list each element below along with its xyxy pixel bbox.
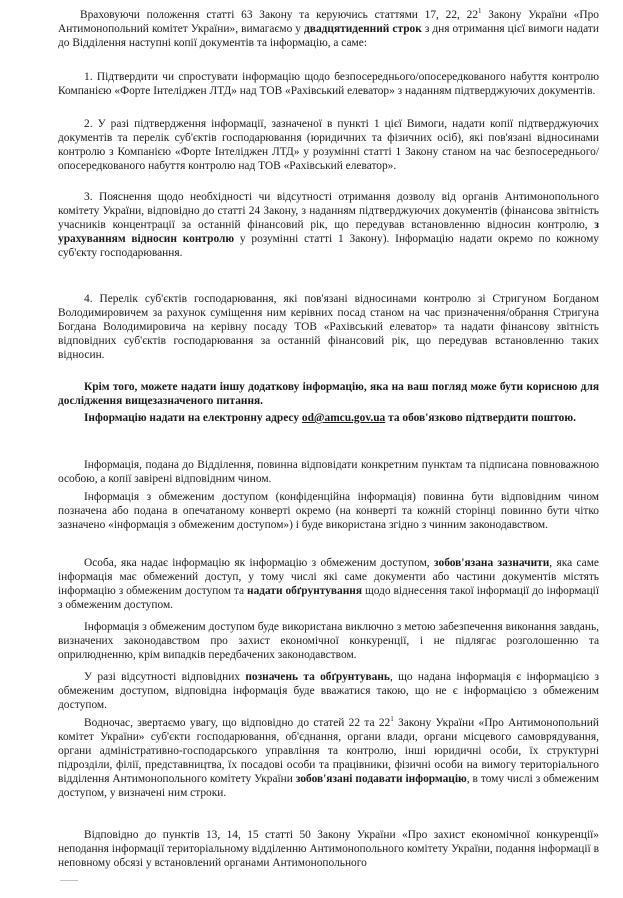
item-4: 4. Перелік суб'єктів господарювання, які пов'язані відносинами контролю зі Стригуном Богданом Володимировичем за рахунок суміщення ним керівних посад станом на час призначення/обрання Стригуна Богдана Володимировича на керівну посаду ТОВ «Рахівський елеватор» та надати фінансову звітність відповідних суб'єктів господарювання за останній фінансовий рік, що передував встановленню таких відносин. xyxy=(58,293,599,362)
item-2: 2. У разі підтвердження інформації, зазначеної в пункті 1 цієї Вимоги, надати копії підтверджуючих документів та перелік суб'єктів господарювання (юридичних та фізичних осіб), які пов'язані відносинами контролю з Компанією «Форте Інтеліджен ЛТД» у розумінні статті 1 Закону станом на час безпосереднього/опосередкованого набуття контролю над ТОВ «Рахівський елеватор». xyxy=(58,118,599,173)
limited-access-paragraph: Інформація з обмеженим доступом (конфіденційна інформація) повинна бути відповідним чином позначена або подана в опечатаному конверті окремо (на конверті та кожній сторінці повинно бути чітко зазначено «інформація з обмеженим доступом») і буде використана згідно з чинним законодавством. xyxy=(58,491,599,532)
item-3: 3. Пояснення щодо необхідності чи відсутності отримання дозволу від органів Антимонопольного комітету України, відповідно до статті 24 Закону, з наданням підтверджуючих документів (фінансова звітність учасників концентрації за останній фінансовий рік, що передував встановленню відносин контролю, з урахуванням відносин контролю у розумінні статті 1 Закону). Інформацію надати окремо по кожному суб'єкту господарювання. xyxy=(58,191,599,260)
limited-usage-paragraph: Інформація з обмеженим доступом буде використана виключно з метою забезпечення виконання завдань, визначених законодавством про захист економічної конкуренції, і не підлягає розголошенню та оприлюдненню, крім випадків передбачених законодавством. xyxy=(58,621,599,662)
extra-info-paragraph: Крім того, можете надати іншу додаткову інформацію, яка на ваш погляд може бути корисною для дослідження вищезазначеного питання. xyxy=(58,381,599,408)
last-paragraph: Відповідно до пунктів 13, 14, 15 статті 50 Закону України «Про захист економічної конкуренції» неподання інформації територіальному відділенню Антимонопольного комітету України, подання інформації в неповному обсязі у встановлений органами Антимонопольного xyxy=(58,829,599,870)
info-requirements-paragraph: Інформація, подана до Відділення, повинна відповідати конкретним пунктам та підписана повноважною особою, а копії завірені відповідним чином. xyxy=(58,459,599,486)
person-obligation-paragraph: Особа, яка надає інформацію як інформацію з обмеженим доступом, зобов'язана зазначити, яка саме інформація має обмежений доступ, у тому числі які саме документи або частини документів містять інформацію з обмеженим доступом та надати обґрунтування щодо віднесення такої інформації до інформації з обмеженим доступом. xyxy=(58,557,599,612)
email-paragraph: Інформацію надати на електронну адресу od@amcu.gov.ua та обов'язково підтвердити поштою. xyxy=(84,412,576,424)
attention-paragraph: Водночас, звертаємо увагу, що відповідно до статей 22 та $22^1$ Закону України «Про Антимонопольний комітет України» суб'єкти господарювання, об'єднання, органи влади, органи місцевого самоврядування, органи адміністративно-господарського управління та контролю, інші юридичні особи, їх структурні підрозділи, філії, представництва, їх посадові особи та працівники, фізичні особи на вимогу територіального відділення Антимонопольного комітету України зобов'язані подавати інформацію, в тому числі з обмеженим доступом, у визначені ним строки. xyxy=(58,715,599,800)
absence-paragraph: У разі відсутності відповідних позначень та обґрунтувань, що надана інформація є інформацією з обмеженим доступом, відповідна інформація буде вважатися такою, що не є інформацією з обмеженим доступом. xyxy=(58,671,599,712)
intro-paragraph: Враховуючи положення статті 63 Закону та керуючись статтями 17, 22, $22^1$ Закону України «Про Антимонопольний комітет України», вимагаємо у двадцятиденний строк з дня отримання цієї вимоги надати до Відділення наступні копії документів та інформацію, а саме: xyxy=(58,7,599,50)
scan-artifact xyxy=(60,880,78,887)
deadline-emphasis: двадцятиденний строк xyxy=(304,23,422,36)
item-1: 1. Підтвердити чи спростувати інформацію щодо безпосереднього/опосередкованого набуття контролю Компанією «Форте Інтеліджен ЛТД» над ТОВ «Рахівський елеватор» з наданням підтверджуючих документів. xyxy=(58,71,599,98)
email-link[interactable]: od@amcu.gov.ua xyxy=(301,412,386,424)
